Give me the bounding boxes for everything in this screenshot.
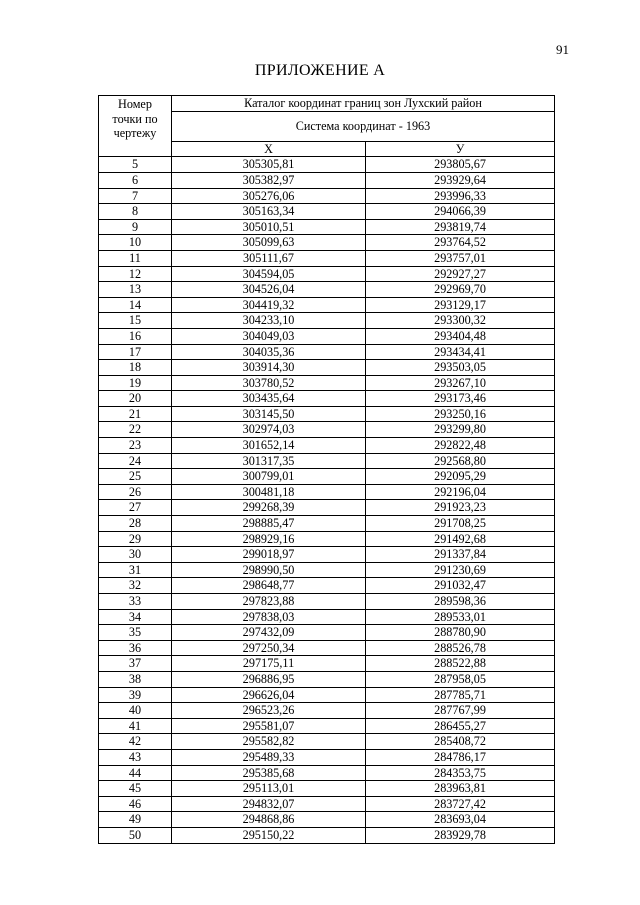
table-header-row	[99, 96, 555, 112]
y-coordinate-cell: 292095,29	[366, 469, 555, 485]
x-coordinate-cell: 303780,52	[172, 375, 366, 391]
y-coordinate-cell: 287958,05	[366, 671, 555, 687]
y-coordinate-cell: 293173,46	[366, 391, 555, 407]
table-row	[99, 266, 555, 282]
y-coordinate-cell: 292568,80	[366, 453, 555, 469]
y-coordinate-cell: 291492,68	[366, 531, 555, 547]
y-coordinate-cell: 289533,01	[366, 609, 555, 625]
y-coordinate-cell: 293404,48	[366, 328, 555, 344]
x-coordinate-cell: 302974,03	[172, 422, 366, 438]
x-coordinate-cell: 304049,03	[172, 328, 366, 344]
table-row	[99, 578, 555, 594]
x-coordinate-cell: 295489,33	[172, 749, 366, 765]
table-row	[99, 827, 555, 843]
table-row	[99, 671, 555, 687]
point-number-cell: 13	[99, 282, 172, 298]
y-coordinate-cell: 293996,33	[366, 188, 555, 204]
table-row	[99, 375, 555, 391]
point-number-cell: 28	[99, 516, 172, 532]
appendix-title: ПРИЛОЖЕНИЕ А	[254, 62, 386, 79]
point-number-cell: 9	[99, 219, 172, 235]
x-coordinate-cell: 300799,01	[172, 469, 366, 485]
table-row	[99, 391, 555, 407]
table-row	[99, 547, 555, 563]
table-row	[99, 703, 555, 719]
y-coordinate-cell: 293299,80	[366, 422, 555, 438]
table-row	[99, 157, 555, 173]
point-number-cell: 31	[99, 562, 172, 578]
table-row	[99, 313, 555, 329]
y-coordinate-cell: 293267,10	[366, 375, 555, 391]
point-number-cell: 24	[99, 453, 172, 469]
table-row	[99, 453, 555, 469]
point-number-cell: 29	[99, 531, 172, 547]
table-row	[99, 250, 555, 266]
table-row	[99, 172, 555, 188]
table-row	[99, 812, 555, 828]
table-row	[99, 469, 555, 485]
y-coordinate-cell: 294066,39	[366, 204, 555, 220]
x-coordinate-cell: 305010,51	[172, 219, 366, 235]
x-coordinate-cell: 298885,47	[172, 516, 366, 532]
point-number-cell: 33	[99, 594, 172, 610]
point-number-cell: 39	[99, 687, 172, 703]
y-coordinate-cell: 292196,04	[366, 484, 555, 500]
table-row	[99, 188, 555, 204]
table-row	[99, 406, 555, 422]
x-coordinate-cell: 303914,30	[172, 360, 366, 376]
y-coordinate-cell: 285408,72	[366, 734, 555, 750]
coordinate-system-header: Система координат - 1963	[172, 111, 555, 141]
x-coordinate-cell: 300481,18	[172, 484, 366, 500]
y-coordinate-cell: 293805,67	[366, 157, 555, 173]
point-number-cell: 19	[99, 375, 172, 391]
x-coordinate-cell: 304233,10	[172, 313, 366, 329]
table-row	[99, 235, 555, 251]
x-coordinate-cell: 301652,14	[172, 438, 366, 454]
table-row	[99, 781, 555, 797]
table-row	[99, 687, 555, 703]
x-coordinate-cell: 304035,36	[172, 344, 366, 360]
x-coordinate-cell: 305382,97	[172, 172, 366, 188]
y-coordinate-cell: 291337,84	[366, 547, 555, 563]
page-number: 91	[556, 42, 569, 57]
table-row	[99, 219, 555, 235]
point-number-cell: 5	[99, 157, 172, 173]
point-number-cell: 30	[99, 547, 172, 563]
table-row	[99, 562, 555, 578]
y-coordinate-cell: 287785,71	[366, 687, 555, 703]
x-coordinate-cell: 299268,39	[172, 500, 366, 516]
point-number-cell: 25	[99, 469, 172, 485]
y-coordinate-cell: 284353,75	[366, 765, 555, 781]
point-number-cell: 8	[99, 204, 172, 220]
x-coordinate-cell: 294832,07	[172, 796, 366, 812]
coordinate-catalog-table	[98, 95, 555, 844]
table-row	[99, 328, 555, 344]
point-number-cell: 42	[99, 734, 172, 750]
point-number-cell: 18	[99, 360, 172, 376]
table-row	[99, 656, 555, 672]
y-coordinate-cell: 291230,69	[366, 562, 555, 578]
x-coordinate-cell: 298990,50	[172, 562, 366, 578]
table-row	[99, 796, 555, 812]
table-row	[99, 765, 555, 781]
point-number-cell: 11	[99, 250, 172, 266]
x-coordinate-cell: 303145,50	[172, 406, 366, 422]
x-coordinate-cell: 296886,95	[172, 671, 366, 687]
y-coordinate-cell: 283693,04	[366, 812, 555, 828]
x-coordinate-cell: 297175,11	[172, 656, 366, 672]
x-coordinate-cell: 296523,26	[172, 703, 366, 719]
point-number-cell: 10	[99, 235, 172, 251]
y-coordinate-cell: 288526,78	[366, 640, 555, 656]
point-number-header-line: точки по	[112, 111, 158, 126]
table-row	[99, 718, 555, 734]
point-number-cell: 14	[99, 297, 172, 313]
table-row	[99, 484, 555, 500]
x-column-header: Х	[172, 141, 366, 157]
y-coordinate-cell: 293300,32	[366, 313, 555, 329]
x-coordinate-cell: 304419,32	[172, 297, 366, 313]
y-coordinate-cell: 291708,25	[366, 516, 555, 532]
point-number-cell: 41	[99, 718, 172, 734]
point-number-cell: 35	[99, 625, 172, 641]
x-coordinate-cell: 294868,86	[172, 812, 366, 828]
table-row	[99, 609, 555, 625]
point-number-cell: 12	[99, 266, 172, 282]
point-number-cell: 36	[99, 640, 172, 656]
y-coordinate-cell: 289598,36	[366, 594, 555, 610]
table-body	[99, 157, 555, 843]
x-coordinate-cell: 297838,03	[172, 609, 366, 625]
table-row	[99, 500, 555, 516]
x-coordinate-cell: 297432,09	[172, 625, 366, 641]
table-row	[99, 625, 555, 641]
point-number-cell: 17	[99, 344, 172, 360]
point-number-cell: 26	[99, 484, 172, 500]
x-coordinate-cell: 298648,77	[172, 578, 366, 594]
table-row	[99, 360, 555, 376]
point-number-cell: 21	[99, 406, 172, 422]
point-number-cell: 38	[99, 671, 172, 687]
y-coordinate-cell: 291032,47	[366, 578, 555, 594]
x-coordinate-cell: 297823,88	[172, 594, 366, 610]
table-row	[99, 531, 555, 547]
y-coordinate-cell: 293434,41	[366, 344, 555, 360]
point-number-header-line: Номер	[118, 97, 152, 111]
y-coordinate-cell: 283963,81	[366, 781, 555, 797]
point-number-cell: 43	[99, 749, 172, 765]
point-number-cell: 40	[99, 703, 172, 719]
y-coordinate-cell: 288522,88	[366, 656, 555, 672]
y-coordinate-cell: 292969,70	[366, 282, 555, 298]
point-number-cell: 32	[99, 578, 172, 594]
y-coordinate-cell: 293764,52	[366, 235, 555, 251]
table-row	[99, 640, 555, 656]
y-coordinate-cell: 292822,48	[366, 438, 555, 454]
point-number-header	[99, 96, 172, 157]
y-coordinate-cell: 293250,16	[366, 406, 555, 422]
x-coordinate-cell: 304526,04	[172, 282, 366, 298]
x-coordinate-cell: 297250,34	[172, 640, 366, 656]
point-number-cell: 49	[99, 812, 172, 828]
y-coordinate-cell: 293757,01	[366, 250, 555, 266]
y-coordinate-cell: 293819,74	[366, 219, 555, 235]
y-coordinate-cell: 283727,42	[366, 796, 555, 812]
x-coordinate-cell: 304594,05	[172, 266, 366, 282]
point-number-cell: 16	[99, 328, 172, 344]
table-row	[99, 594, 555, 610]
table-row	[99, 438, 555, 454]
point-number-header-line: чертежу	[113, 126, 157, 141]
table-row	[99, 344, 555, 360]
x-coordinate-cell: 301317,35	[172, 453, 366, 469]
point-number-cell: 44	[99, 765, 172, 781]
y-column-header: У	[366, 141, 555, 157]
x-coordinate-cell: 305111,67	[172, 250, 366, 266]
x-coordinate-cell: 295150,22	[172, 827, 366, 843]
table-row	[99, 422, 555, 438]
y-coordinate-cell: 292927,27	[366, 266, 555, 282]
y-coordinate-cell: 293503,05	[366, 360, 555, 376]
y-coordinate-cell: 283929,78	[366, 827, 555, 843]
point-number-cell: 7	[99, 188, 172, 204]
catalog-title-header: Каталог координат границ зон Лухский район	[172, 96, 555, 112]
point-number-cell: 22	[99, 422, 172, 438]
table-row	[99, 734, 555, 750]
y-coordinate-cell: 293929,64	[366, 172, 555, 188]
x-coordinate-cell: 299018,97	[172, 547, 366, 563]
point-number-cell: 45	[99, 781, 172, 797]
x-coordinate-cell: 305276,06	[172, 188, 366, 204]
x-coordinate-cell: 295113,01	[172, 781, 366, 797]
point-number-cell: 50	[99, 827, 172, 843]
y-coordinate-cell: 288780,90	[366, 625, 555, 641]
y-coordinate-cell: 287767,99	[366, 703, 555, 719]
point-number-cell: 6	[99, 172, 172, 188]
table-row	[99, 749, 555, 765]
y-coordinate-cell: 284786,17	[366, 749, 555, 765]
x-coordinate-cell: 303435,64	[172, 391, 366, 407]
x-coordinate-cell: 305305,81	[172, 157, 366, 173]
table-row	[99, 282, 555, 298]
point-number-cell: 34	[99, 609, 172, 625]
x-coordinate-cell: 305163,34	[172, 204, 366, 220]
x-coordinate-cell: 295582,82	[172, 734, 366, 750]
point-number-cell: 20	[99, 391, 172, 407]
y-coordinate-cell: 286455,27	[366, 718, 555, 734]
y-coordinate-cell: 291923,23	[366, 500, 555, 516]
x-coordinate-cell: 305099,63	[172, 235, 366, 251]
point-number-cell: 15	[99, 313, 172, 329]
point-number-cell: 46	[99, 796, 172, 812]
point-number-cell: 37	[99, 656, 172, 672]
table-row	[99, 516, 555, 532]
x-coordinate-cell: 296626,04	[172, 687, 366, 703]
x-coordinate-cell: 298929,16	[172, 531, 366, 547]
x-coordinate-cell: 295581,07	[172, 718, 366, 734]
table-row	[99, 204, 555, 220]
table-row	[99, 297, 555, 313]
point-number-cell: 27	[99, 500, 172, 516]
y-coordinate-cell: 293129,17	[366, 297, 555, 313]
point-number-cell: 23	[99, 438, 172, 454]
x-coordinate-cell: 295385,68	[172, 765, 366, 781]
